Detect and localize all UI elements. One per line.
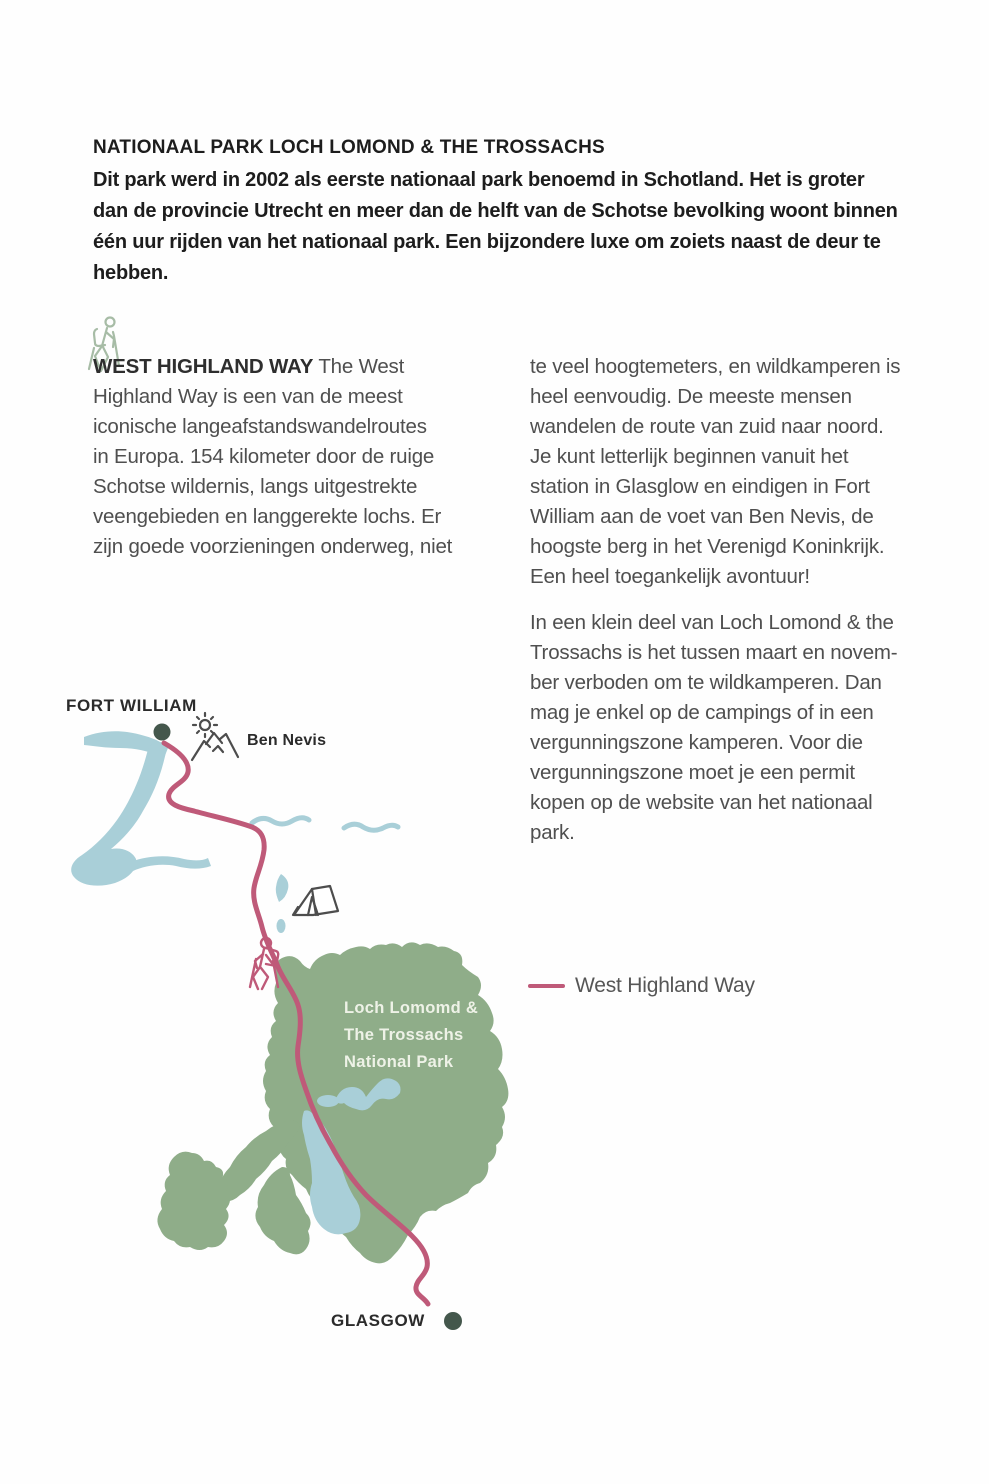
mountain-sun-icon [192, 713, 238, 760]
glasgow-label: GLASGOW [331, 1311, 425, 1330]
loch-water-shapes [71, 731, 398, 933]
fort-william-label: FORT WILLIAM [66, 696, 197, 715]
section-heading: WEST HIGHLAND WAY [93, 355, 314, 378]
glasgow-dot-marker [444, 1312, 462, 1330]
map-legend [528, 974, 755, 998]
right-paragraph-2: In een klein deel van Loch Lomond & the Trossachs is het tussen maart en novem- ber verboden om te wildkamperen. Dan mag je enkel op de campings of in een vergunningszone kamperen. Voor die vergunningszone moet je een permit kopen op de website van het nationaal park. [530, 611, 898, 844]
right-paragraph-1: te veel hoogtemeters, en wildkamperen is heel eenvoudig. De meeste mensen wandelen de route van zuid naar noord. Je kunt letterlijk beginnen vanuit het station in Glasglow en eindigen in Fort William aan de voet van Ben Nevis, de hoogste berg in het Verenigd Koninkrijk. Een heel toegankelijk avontuur! [530, 355, 901, 588]
left-column-text: Highland Way is een van de meest iconische langeafstandswandelroutes in Europa. 154 kilometer door de ruige Schotse wildernis, langs uitgestrekte veengebieden en langgerekte lochs. Er zijn goede voorzieningen onderweg, niet [93, 385, 453, 558]
article-left-column [93, 352, 493, 562]
article-right-column [530, 352, 940, 848]
route-line-swatch [528, 984, 565, 988]
hiker-icon [250, 938, 278, 989]
legend-label: West Highland Way [575, 974, 755, 997]
first-line-rest: The West [318, 355, 405, 378]
intro-paragraph: Dit park werd in 2002 als eerste nationaal park benoemd in Schotland. Het is groter dan de provincie Utrecht en meer dan de helft van de Schotse bevolking woont binnen één uur rijden van het nationaal park. Een bijzondere luxe om zoiets naast de deur te hebben. [93, 169, 898, 284]
first-line [93, 352, 493, 382]
ben-nevis-label: Ben Nevis [247, 732, 327, 749]
fort-william-dot-marker [154, 724, 171, 741]
park-name-label: Loch Lomomd & The Trossachs National Park [344, 999, 479, 1071]
tent-icon [293, 886, 338, 915]
page-title: NATIONAAL PARK LOCH LOMOND & THE TROSSACHS [93, 137, 605, 158]
